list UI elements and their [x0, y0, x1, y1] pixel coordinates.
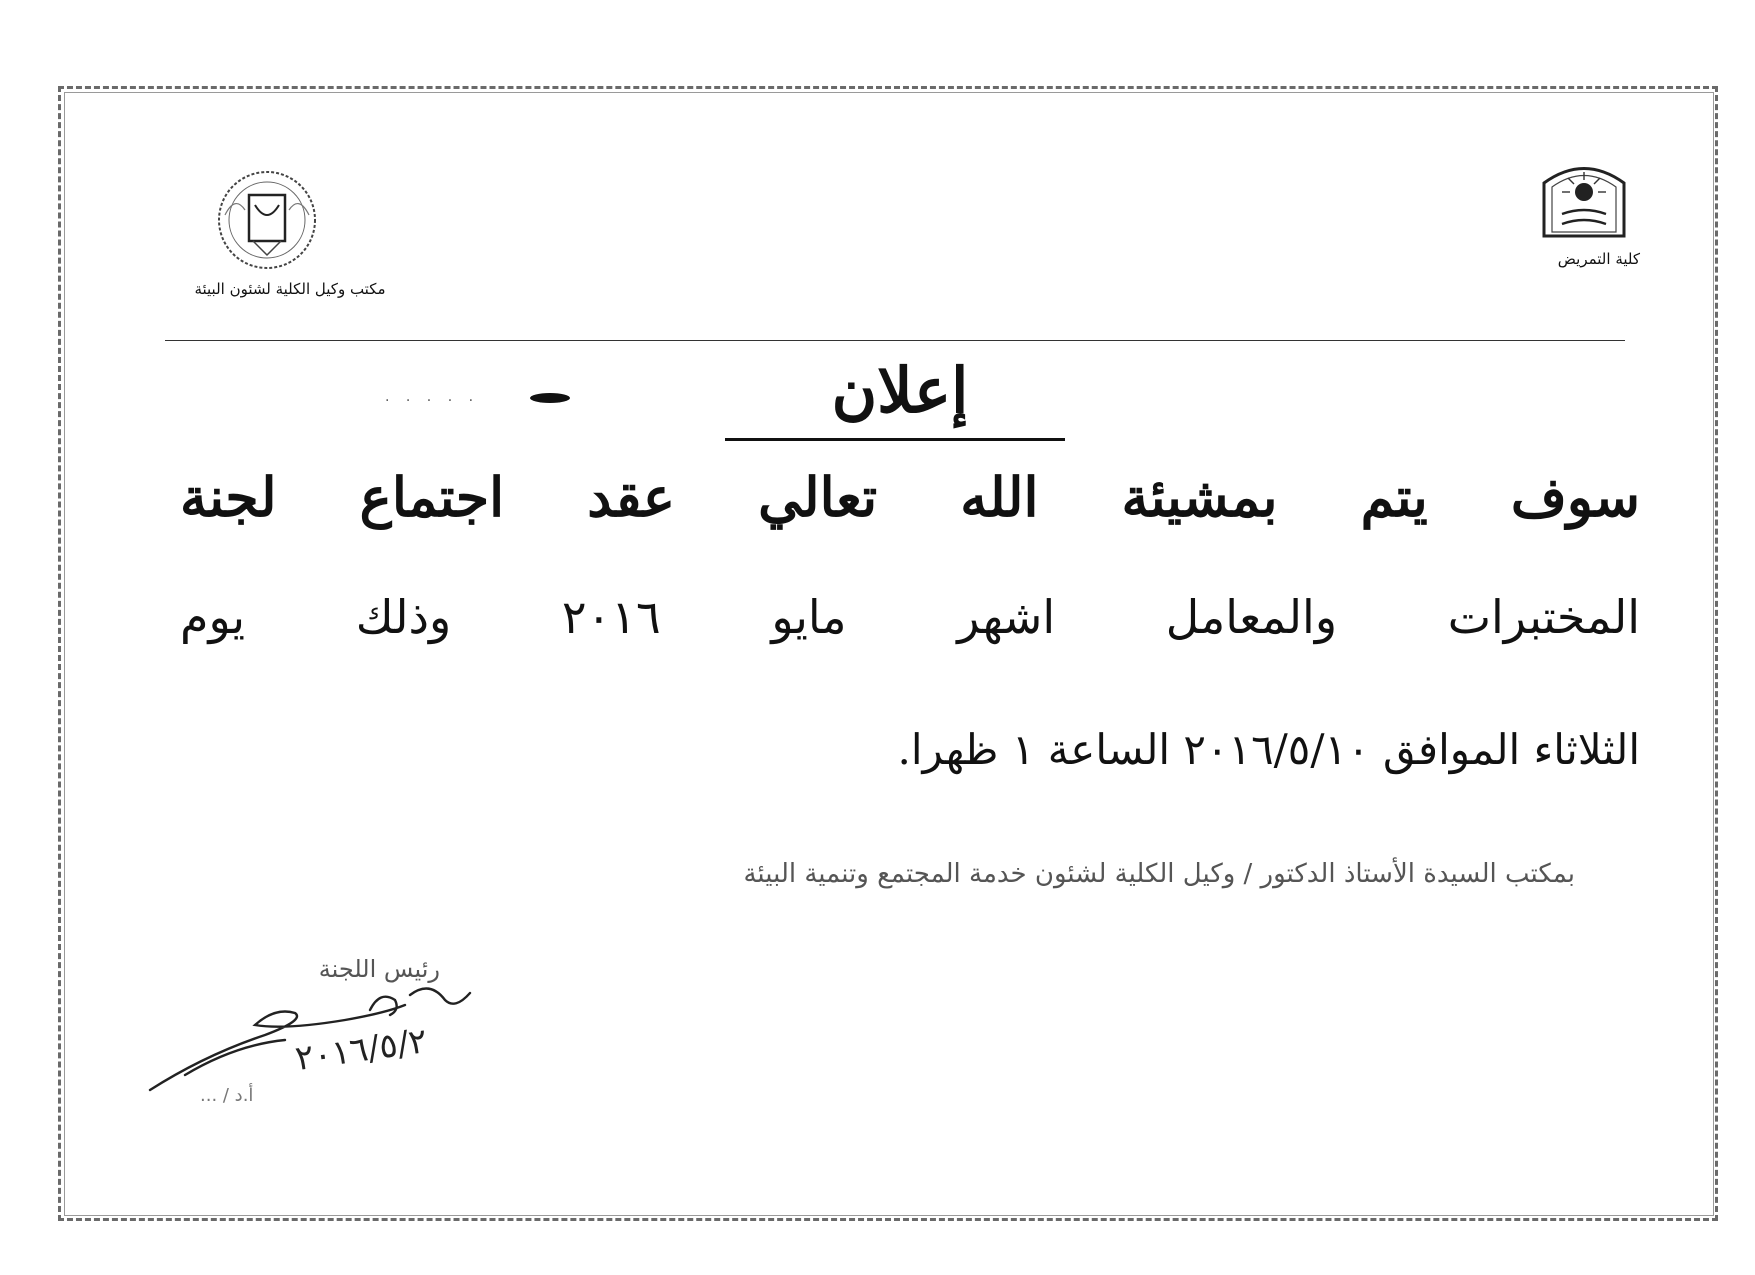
scan-blot	[530, 393, 570, 403]
faculty-logo-icon	[1538, 158, 1630, 238]
committee-chair-label: رئيس اللجنة	[318, 955, 440, 983]
meeting-location-note: بمكتب السيدة الأستاذ الدكتور / وكيل الكلية لشئون خدمة المجتمع وتنمية البيئة	[743, 859, 1575, 889]
body-line-2: المختبرات والمعامل اشهر مايو ٢٠١٦ وذلك يوم	[180, 590, 1641, 644]
signatory-name: أ.د / ...	[200, 1085, 254, 1106]
faculty-name-label: كلية التمريض	[1557, 250, 1640, 268]
handwritten-signature-icon	[145, 975, 485, 1095]
body-line-3: الثلاثاء الموافق ٢٠١٦/٥/١٠ الساعة ١ ظهرا.	[897, 725, 1640, 774]
scan-dots: · · · · ·	[385, 393, 480, 409]
signature-date: ٢٠١٦/٥/٢	[292, 1020, 430, 1080]
university-seal-icon	[205, 165, 330, 275]
title-underline	[725, 438, 1065, 441]
left-office-label: مكتب وكيل الكلية لشئون البيئة	[194, 280, 386, 298]
header-divider	[165, 340, 1625, 341]
body-line-1: سوف يتم بمشيئة الله تعالي عقد اجتماع لجنة	[180, 465, 1640, 529]
announcement-title: إعلان	[831, 354, 969, 427]
